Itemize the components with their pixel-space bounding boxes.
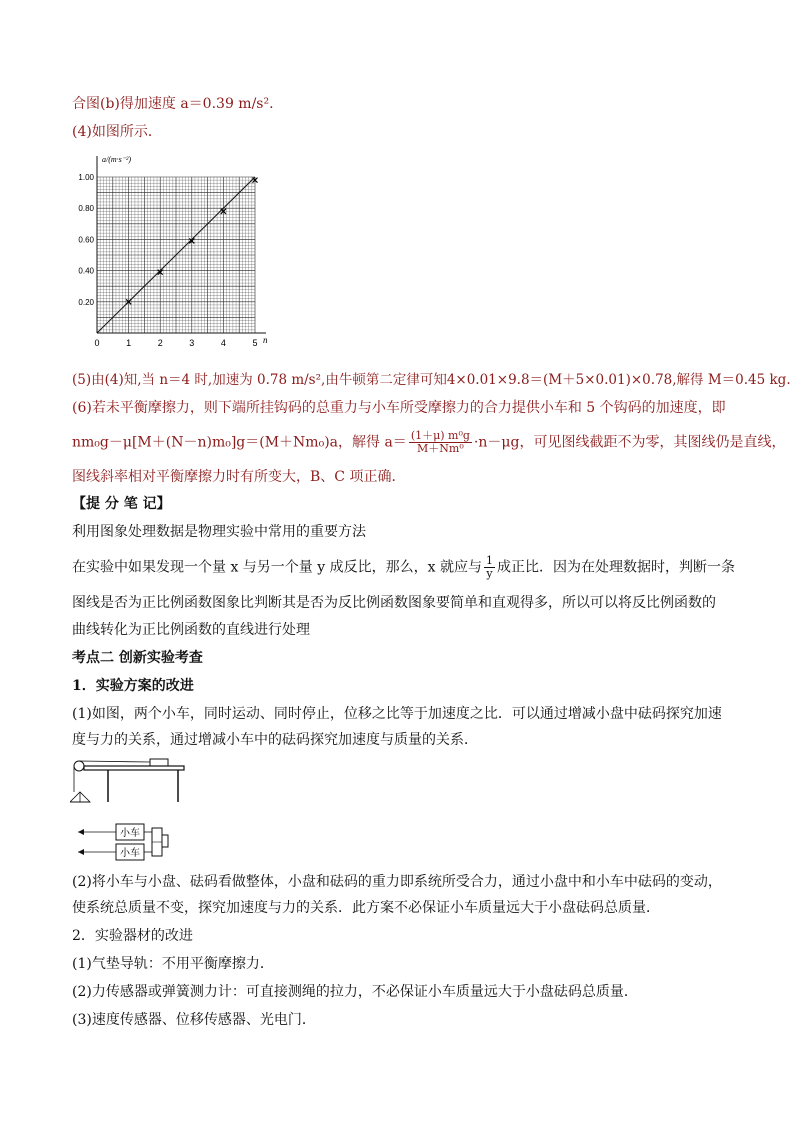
x-tick-label: 1 <box>126 338 132 348</box>
x-tick-label: 3 <box>189 338 195 348</box>
a-n-graph <box>70 150 270 350</box>
y-axis-label: a/(m·s⁻²) <box>102 155 132 164</box>
x-tick-label: 2 <box>157 338 163 348</box>
two-cart-diagram <box>78 822 198 864</box>
line-step5: (5)由(4)知,当 n＝4 时,加速为 0.78 m/s²,由牛顿第二定律可知4×0.01×9.8＝(M＋5×0.01)×0.78,解得 M＝0.45 kg. <box>72 372 791 388</box>
equip-line-3: (3)速度传感器、位移传感器、光电门． <box>72 1012 316 1028</box>
para-1-line-2: 度与力的关系，通过增减小车中的砝码探究加速度与质量的关系． <box>72 732 478 748</box>
section-notes-title: 【提 分 笔 记】 <box>72 496 171 512</box>
x-tick-label: 5 <box>252 338 258 348</box>
notes-line-1: 利用图象处理数据是物理实验中常用的重要方法 <box>72 524 366 540</box>
y-tick-label: 0.40 <box>78 266 94 276</box>
car-label-bottom: 小车 <box>120 848 140 859</box>
notes-line-3: 图线是否为正比例函数图象比判断其是否为反比例函数图象要简单和直观得多，所以可以将反比例函数的 <box>72 595 716 611</box>
y-tick-label: 0.80 <box>78 204 94 214</box>
line-step6-end: 图线斜率相对平衡摩擦力时有所变大，B、C 项正确． <box>72 469 406 485</box>
x-tick-label: 0 <box>94 338 100 348</box>
line-step6-eq <box>72 430 785 455</box>
car-label-top: 小车 <box>120 828 140 839</box>
para-2-line-2: 使系统总质量不变，探究加速度与力的关系．此方案不必保证小车质量远大于小盘砝码总质量． <box>72 900 660 916</box>
eq-fraction <box>409 430 472 455</box>
frac-num: (1＋μ) m⁰g <box>410 429 470 442</box>
eq-part-1: nm₀g－μ[M＋(N－n)m₀]g＝(M＋Nm₀)a，解得 a＝ <box>72 434 407 451</box>
notes-part-1: 在实验中如果发现一个量 x 与另一个量 y 成反比，那么，x 就应与 <box>72 559 482 576</box>
line-step4: (4)如图所示． <box>72 124 162 140</box>
para-2-line-1: (2)将小车与小盘、砝码看做整体，小盘和砝码的重力即系统所受合力，通过小盘中和小车中砝码的变动， <box>72 874 722 890</box>
subsection-title-2: 2．实验器材的改进 <box>72 928 193 944</box>
notes-part-2: 成正比．因为在处理数据时，判断一条 <box>496 559 735 576</box>
x-axis-label: n <box>263 335 268 345</box>
subsection-title-1: 1．实验方案的改进 <box>72 678 194 694</box>
frac-den: M＋Nm⁰ <box>417 442 464 455</box>
y-tick-label: 1.00 <box>78 173 94 182</box>
y-tick-label: 0.60 <box>78 235 94 245</box>
section-title-2: 考点二 创新实验考查 <box>72 650 203 666</box>
eq-part-2: ·n－μg，可见图线截距不为零，其图线仍是直线， <box>473 434 786 451</box>
notes-line-4: 曲线转化为正比例函数的直线进行处理 <box>72 622 310 638</box>
frac-den: y <box>486 567 493 580</box>
notes-line-2 <box>72 555 735 580</box>
y-tick-label: 0.20 <box>78 297 94 307</box>
para-1-line-1: (1)如图，两个小车，同时运动、同时停止，位移之比等于加速度之比．可以通过增减小盘中砝码探究加速 <box>72 706 722 722</box>
line-step6: (6)若未平衡摩擦力，则下端所挂钩码的总重力与小车所受摩擦力的合力提供小车和 5 个钩码的加速度，即 <box>72 400 726 416</box>
frac-num: 1 <box>485 554 493 567</box>
equip-line-1: (1)气垫导轨：不用平衡摩擦力． <box>72 956 274 972</box>
x-tick-label: 4 <box>220 338 226 348</box>
cart-pulley-diagram <box>70 754 200 814</box>
line-result-a: 合图(b)得加速度 a＝0.39 m/s². <box>72 96 274 112</box>
notes-fraction <box>484 555 495 580</box>
equip-line-2: (2)力传感器或弹簧测力计：可直接测绳的拉力，不必保证小车质量远大于小盘砝码总质量． <box>72 984 638 1000</box>
